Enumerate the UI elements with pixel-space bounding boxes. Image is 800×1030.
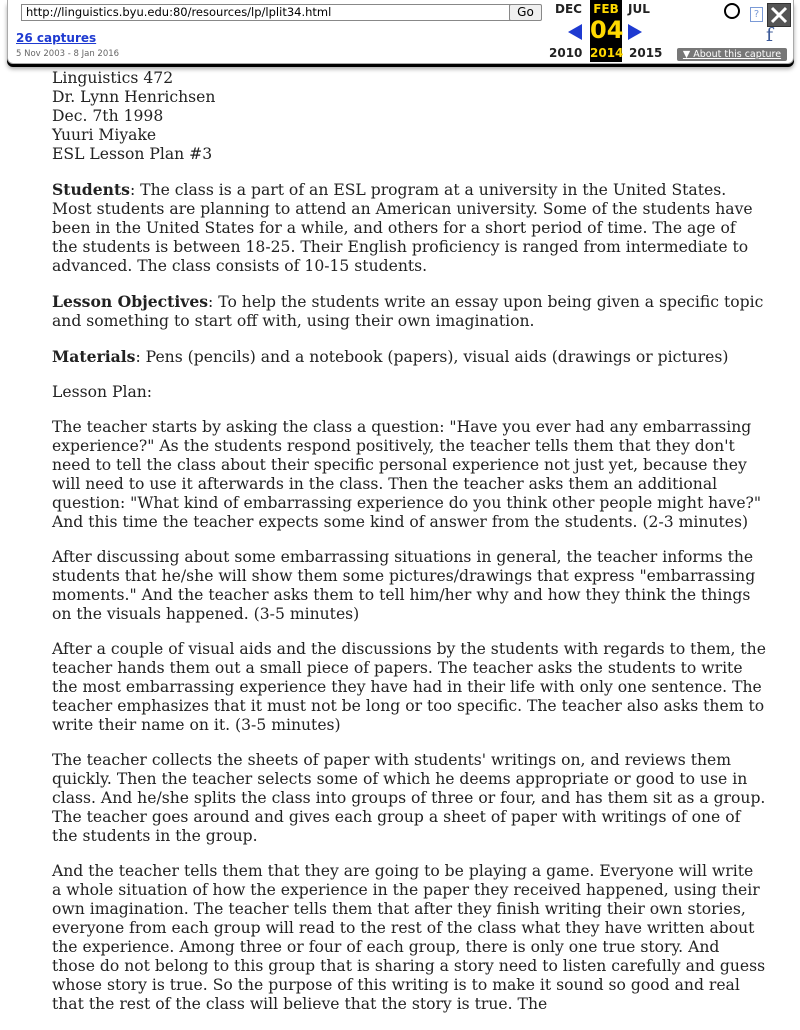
- go-button[interactable]: Go: [509, 4, 542, 21]
- capture-date-range: 5 Nov 2003 - 8 Jan 2016: [16, 49, 120, 59]
- objectives-text: : To help the students write an essay upon being given a specific topic and something to start off with, using their own imagination.: [52, 293, 764, 330]
- facebook-icon[interactable]: f: [766, 24, 774, 46]
- wayback-toolbar: [7, 0, 794, 64]
- instructor-line: Dr. Lynn Henrichsen: [52, 88, 216, 106]
- lesson-plan-document: [52, 69, 766, 1030]
- next-year-label[interactable]: 2015: [629, 46, 663, 60]
- captures-link[interactable]: 26 captures: [16, 31, 97, 45]
- materials-label: Materials: [52, 347, 136, 366]
- loading-circle-icon: [724, 3, 740, 19]
- students-text: : The class is a part of an ESL program at a university in the United States. Most students are planning to attend an American university. Some of the students have been in the United States for a while, and others for a short period of time. The age of the students is between 18-25. Their English proficiency is ranged from intermediate to advanced. The class consists of 10-15 students.: [52, 181, 753, 275]
- current-day: 04: [590, 16, 624, 44]
- author-line: Yuuri Miyake: [52, 126, 157, 144]
- plan-paragraph: After discussing about some embarrassing situations in general, the teacher informs the students that he/she will show them some pictures/drawings that express "embarrassing moments." And the teacher asks them to tell him/her why and how they think the things on the visuals happened. (3-5 minutes): [52, 548, 756, 623]
- prev-month-label[interactable]: DEC: [555, 2, 582, 16]
- lesson-plan-heading: Lesson Plan:: [52, 383, 153, 401]
- current-capture-date: [590, 0, 622, 62]
- students-label: Students: [52, 180, 130, 199]
- plan-paragraph: The teacher collects the sheets of paper with students' writings on, and reviews them quickly. Then the teacher selects some of which he deems appropriate or good to use in class. And he/she splits the class into groups of three or four, and has them sit as a group. The teacher goes around and gives each group a sheet of paper with writings of one of the students in the group.: [52, 751, 766, 845]
- materials-text: : Pens (pencils) and a notebook (papers), visual aids (drawings or pictures): [135, 348, 729, 366]
- date-line: Dec. 7th 1998: [52, 107, 164, 125]
- objectives-paragraph: [52, 292, 766, 331]
- prev-arrow-icon[interactable]: [568, 24, 582, 40]
- plan-paragraph: And the teacher tells them that they are going to be playing a game. Everyone will write a whole situation of how the experience in the paper they received happened, using their own imagination. The teacher tells them that after they finish writing their own stories, everyone from each group will read to the rest of the class what they have written about the experience. Among three or four of each group, there is only one true story. And those do not belong to this group that is sharing a story need to listen carefully and guess whose story is true. So the purpose of this writing is to make it sound so good and real that the rest of the class will believe that the story is true. The: [52, 862, 766, 1013]
- objectives-label: Lesson Objectives: [52, 292, 209, 311]
- url-input[interactable]: [21, 4, 511, 21]
- next-month-label[interactable]: JUL: [628, 2, 650, 16]
- plan-title-line: ESL Lesson Plan #3: [52, 145, 213, 163]
- plan-paragraph: After a couple of visual aids and the discussions by the students with regards to them, the teacher hands them out a small piece of papers. The teacher asks the students to write the most embarrassing experience they have had in their life with only one sentence. The teacher emphasizes that it must not be long or too specific. The teacher also asks them to write their name on it. (3-5 minutes): [52, 640, 766, 734]
- help-icon[interactable]: ?: [750, 7, 763, 22]
- current-year: 2014: [590, 46, 624, 60]
- next-arrow-icon[interactable]: [628, 24, 642, 40]
- current-month: FEB: [593, 2, 619, 16]
- document-header: [52, 69, 766, 164]
- plan-paragraph: The teacher starts by asking the class a question: "Have you ever had any embarrassing experience?" As the students respond positively, the teacher tells them that they don't need to tell the class about their specific personal experience not just yet, because they will need to use it afterwards in the class. Then the teacher asks them an additional question: "What kind of embarrassing experience do you think other people might have?" And this time the teacher expects some kind of answer from the students. (2-3 minutes): [52, 418, 762, 531]
- prev-year-label[interactable]: 2010: [549, 46, 583, 60]
- materials-paragraph: [52, 347, 766, 367]
- course-line: Linguistics 472: [52, 69, 174, 87]
- about-capture-button[interactable]: ▼ About this capture: [677, 48, 787, 61]
- students-paragraph: [52, 180, 766, 276]
